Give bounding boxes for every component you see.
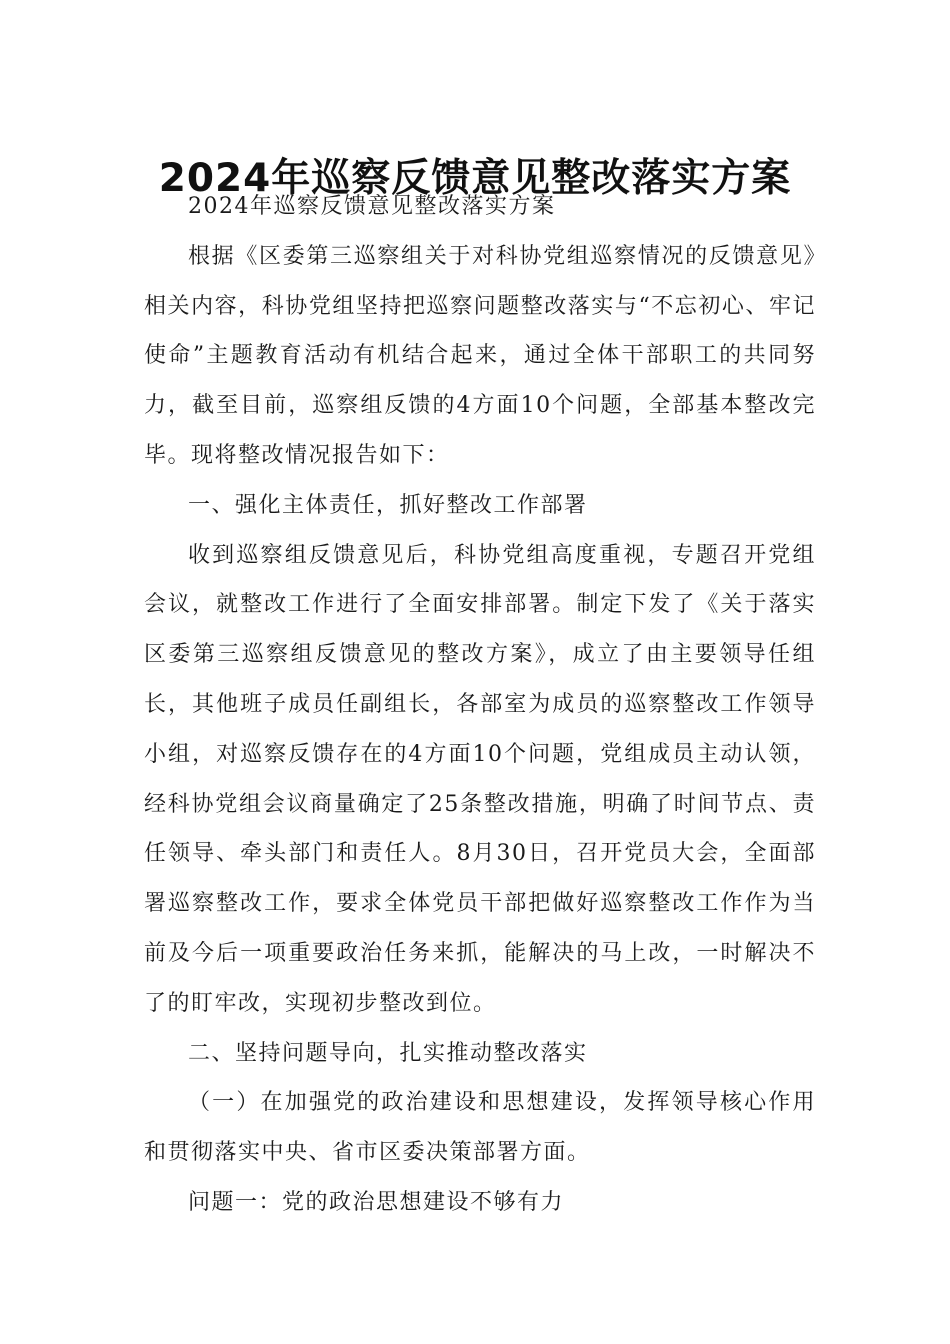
section-1-paragraph: 收到巡察组反馈意见后，科协党组高度重视，专题召开党组会议，就整改工作进行了全面安排部署。制定下发了《关于落实区委第三巡察组反馈意见的整改方案》，成立了由主要领导任组长，其他班子成员任副组长，各部室为成员的巡察整改工作领导小组，对巡察反馈存在的4方面10个问题，党组成员主动认领，经科协党组会议商量确定了25条整改措施，明确了时间节点、责任领导、牵头部门和责任人。8月30日，召开党员大会，全面部署巡察整改工作，要求全体党员干部把做好巡察整改工作作为当前及今后一项重要政治任务来抓，能解决的马上改，一时解决不了的盯牢改，实现初步整改到位。 <box>144 542 816 1016</box>
subsection-heading-1: （一）在加强党的政治建设和思想建设，发挥领导核心作用和贯彻落实中央、省市区委决策部署方面。 <box>144 1090 816 1166</box>
section-heading-2: 二、坚持问题导向，扎实推动整改落实 <box>188 1040 588 1066</box>
subtitle-paragraph: 2024年巡察反馈意见整改落实方案 <box>188 194 556 219</box>
document-body <box>144 182 816 1228</box>
intro-paragraph: 根据《区委第三巡察组关于对科协党组巡察情况的反馈意见》相关内容，科协党组坚持把巡察问题整改落实与“不忘初心、牢记使命”主题教育活动有机结合起来，通过全体干部职工的共同努力，截至目前，巡察组反馈的4方面10个问题，全部基本整改完毕。现将整改情况报告如下： <box>144 243 816 468</box>
problem-heading-1: 问题一：党的政治思想建设不够有力 <box>188 1189 565 1215</box>
document-title: 2024年巡察反馈意见整改落实方案 <box>158 156 792 202</box>
section-heading-1: 一、强化主体责任，抓好整改工作部署 <box>188 492 588 518</box>
